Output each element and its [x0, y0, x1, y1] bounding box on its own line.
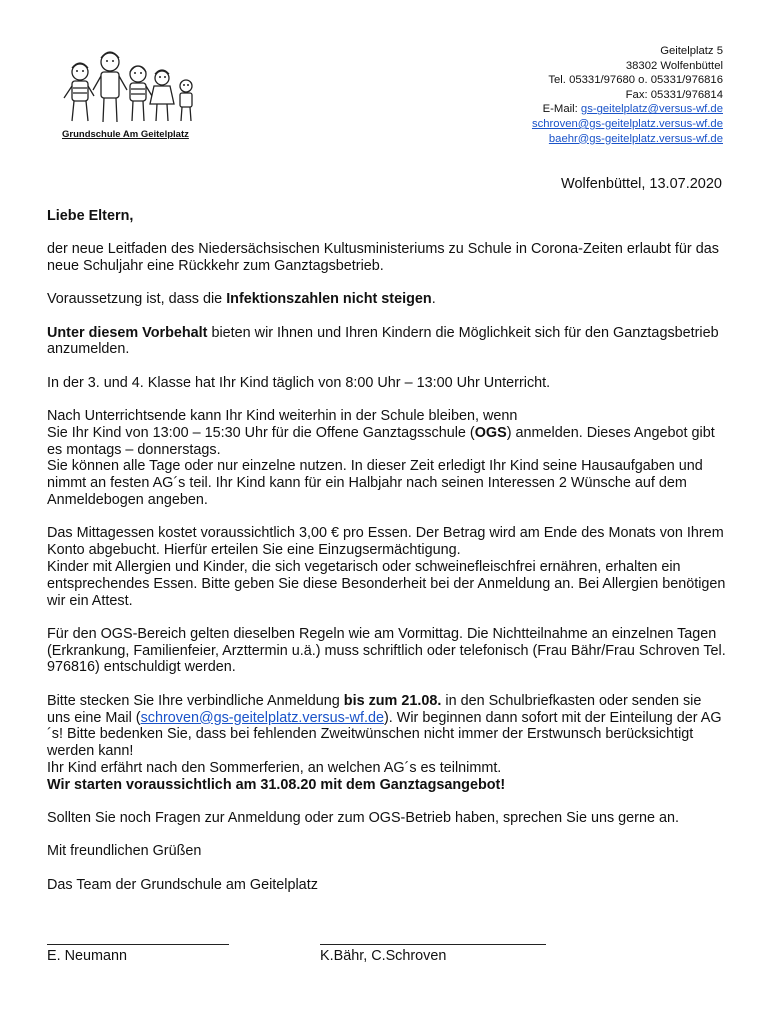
team-signature: Das Team der Grundschule am Geitelplatz	[47, 876, 318, 893]
email-link-schroven[interactable]: schroven@gs-geitelplatz.versus-wf.de	[531, 117, 723, 130]
paragraph-9: Sollten Sie noch Fragen zur Anmeldung oder zum OGS-Betrieb haben, sprechen Sie uns gerne an.	[47, 810, 679, 827]
address-block	[532, 44, 723, 146]
signature-name-left: E. Neumann	[47, 948, 127, 964]
greeting: Liebe Eltern,	[47, 208, 134, 224]
email-label: E-Mail:	[542, 103, 581, 116]
address-fax: Fax: 05331/976814	[625, 88, 723, 101]
signature-right	[320, 930, 546, 965]
signature-line	[47, 944, 229, 945]
start-date-announcement: Wir starten voraussichtlich am 31.08.20 mit dem Ganztagsangebot!	[47, 776, 506, 793]
address-city: 38302 Wolfenbüttel	[625, 59, 723, 72]
paragraph-7: Für den OGS-Bereich gelten dieselben Regeln wie am Vormittag. Die Nichtteilnahme an einzelnen Tagen (Erkrankung, Familienfeier, Arzttermin u.ä.) muss schriftlich oder telefonisch (Frau Bähr/Frau Schroven Tel. 976816) entschuldigt werden.	[47, 625, 726, 676]
paragraph-5: Nach Unterrichtsende kann Ihr Kind weiterhin in der Schule bleiben, wenn Sie Ihr Kind von 13:00 – 15:30 Uhr für die Offene Ganztagsschule (OGS) anmelden. Dieses Angebot gibt es montags – donnerstags. Sie können alle Tage oder nur einzelne nutzen. In dieser Zeit erledigt Ihr Kind seine Hausaufgaben und nimmt an festen AG´s teil. Ihr Kind kann für ein Halbjahr nach seinen Interessen 2 Wünsche auf dem Anmeldebogen angeben.	[47, 408, 715, 509]
signature-line	[320, 944, 546, 945]
letter-body	[47, 208, 727, 910]
address-phone: Tel. 05331/97680 o. 05331/976816	[548, 74, 723, 87]
paragraph-8: Bitte stecken Sie Ihre verbindliche Anmeldung bis zum 21.08. in den Schulbriefkasten oder senden sie uns eine Mail (schroven@gs-geitelplatz.versus-wf.de). Wir beginnen dann sofort mit der Einteilung der AG´s! Bitte bedenken Sie, dass bei fehlenden Zweitwünschen nicht immer der Erstwunsch berücksichtigt werden kann! Ihr Kind erfährt nach den Sommerferien, an welchen AG´s es teilnimmt. Wir starten voraussichtlich am 31.08.20 mit dem Ganztagsangebot!	[47, 692, 722, 793]
children-drawing-icon	[40, 46, 215, 130]
letter-date: Wolfenbüttel, 13.07.2020	[561, 176, 722, 192]
paragraph-6: Das Mittagessen kostet voraussichtlich 3,00 € pro Essen. Der Betrag wird am Ende des Monats von Ihrem Konto abgebucht. Hierfür erteilen Sie eine Einzugsermächtigung. Kinder mit Allergien und Kinder, die sich vegetarisch oder schweinefleischfrei ernähren, erhalten ein entsprechendes Essen. Bitte geben Sie diese Besonderheit bei der Anmeldung an. Bei Allergien benötigen wir ein Attest.	[47, 525, 726, 609]
paragraph-4: In der 3. und 4. Klasse hat Ihr Kind täglich von 8:00 Uhr – 13:00 Uhr Unterricht.	[47, 374, 551, 391]
email-link-main[interactable]: gs-geitelplatz@versus-wf.de	[580, 103, 723, 116]
registration-email-link[interactable]: schroven@gs-geitelplatz.versus-wf.de	[140, 709, 384, 726]
school-name: Grundschule Am Geitelplatz	[62, 129, 189, 140]
signature-left	[47, 930, 229, 965]
school-logo	[40, 46, 215, 158]
signature-name-right: K.Bähr, C.Schroven	[320, 948, 447, 964]
paragraph-3: Unter diesem Vorbehalt bieten wir Ihnen und Ihren Kindern die Möglichkeit sich für den Ganztagsbetrieb anzumelden.	[47, 324, 719, 358]
paragraph-2: Voraussetzung ist, dass die Infektionszahlen nicht steigen.	[47, 291, 436, 308]
email-link-baehr[interactable]: baehr@gs-geitelplatz.versus-wf.de	[548, 132, 723, 145]
address-street: Geitelplatz 5	[660, 45, 723, 57]
paragraph-1: der neue Leitfaden des Niedersächsischen Kultusministeriums zu Schule in Corona-Zeiten erlaubt für das neue Schuljahr eine Rückkehr zum Ganztagsbetrieb.	[47, 241, 719, 275]
closing: Mit freundlichen Grüßen	[47, 843, 202, 860]
address-email-line	[532, 102, 723, 117]
